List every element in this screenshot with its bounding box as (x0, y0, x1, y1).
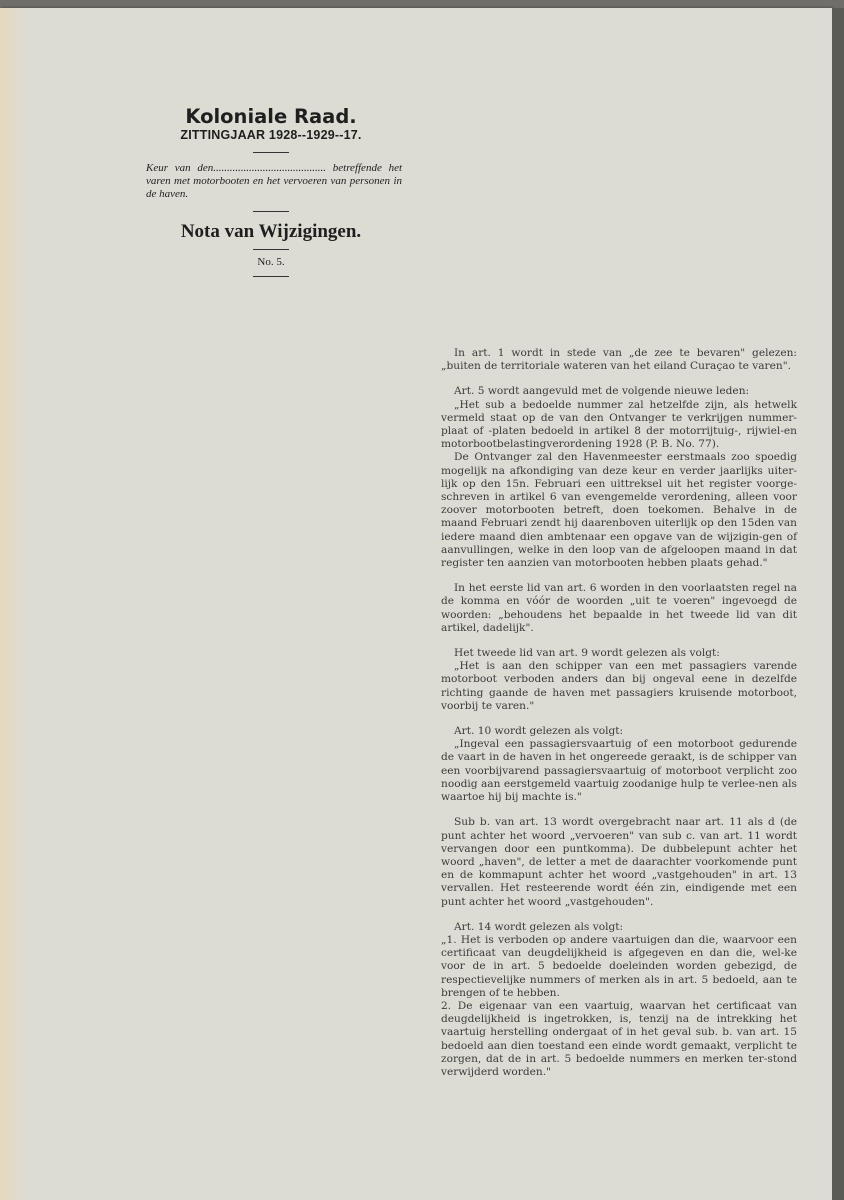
paragraph-art14-intro: Art. 14 wordt gelezen als volgt: (454, 920, 624, 933)
paragraph-art9-text: „Het is aan den schipper van een met passagiers varende motorboot verboden anders dan bij ongeval eene in dezelfde richting gaande de haven met passagiers kruisende motorboot, voorbij te varen." (441, 660, 797, 712)
paragraph-art5-text-2: De Ontvanger zal den Havenmeester eerstmaals zoo spoedig mogelijk na afkondiging van deze keur en verder jaarlijks uiter-lijk op den 15n. Februari een uittreksel uit het register voorge-schreven in artikel 6 van evengemelde verordening, alleen voor zoover motorbooten betreft, doen toekomen. Behalve in de maand Februari zendt hij daarenboven uiterlijk op den 15den van iedere maand dien ambtenaar een opgave van de wijzigin-gen of aanvullingen, welke in den loop van de afgeloopen maand in dat register ten aanzien van motorbooten hebben plaats gehad." (441, 451, 797, 570)
paragraph-art13: Sub b. van art. 13 wordt overgebracht naar art. 11 als d (de punt achter het woord „vervoeren" van sub c. van art. 11 wordt vervangen door een puntkomma). De dubbelepunt achter het woord „haven", de letter a met de daarachter voorkomende punt en de kommapunt achter het woord „vastgehouden" in art. 13 vervallen. Het resteerende wordt één zin, eindigende met een punt achter het woord „vastgehouden". (441, 816, 797, 908)
divider (253, 249, 289, 250)
paragraph-art5-text-1: „Het sub a bedoelde nummer zal hetzelfde zijn, als hetwelk vermeld staat op de van den Ontvanger te verkrijgen nummer-plaat of -platen bedoeld in artikel 8 der motorrijtuig-, rijwiel-en motorbootbelastingverordening 1928 (P. B. No. 77). (441, 398, 797, 451)
paragraph-art10-text: „Ingeval een passagiersvaartuig of een motorboot gedurende de vaart in de haven in het ongereede geraakt, is de schipper van een voorbijvarend passagiersvaartuig of motorboot verplicht zoo noodig aan eerstgemeld vaartuig zoodanige hulp te verlee-nen als waartoe hij bij machte is." (441, 738, 797, 804)
document-header (140, 106, 402, 277)
session-year: ZITTINGJAAR 1928--1929--17. (180, 128, 362, 142)
regulation-subject (146, 162, 402, 201)
document-body (441, 347, 797, 1079)
divider (253, 211, 289, 212)
document-page (0, 8, 832, 1200)
paragraph-art1: In art. 1 wordt in stede van „de zee te bevaren" gelezen: „buiten de territoriale wateren van het eiland Curaçao te varen". (441, 347, 797, 373)
regulation-lead: Keur van den......................................... (146, 162, 326, 174)
paragraph-art5-intro: Art. 5 wordt aangevuld met de volgende nieuwe leden: (454, 385, 750, 398)
paragraph-art10-intro: Art. 10 wordt gelezen als volgt: (454, 725, 624, 738)
council-title: Koloniale Raad. (185, 105, 357, 128)
divider (253, 276, 289, 277)
paragraph-art14-item-1: „1. Het is verboden op andere vaartuigen dan die, waarvoor een certificaat van deugdelijkheid is afgegeven en dan die, wel-ke voor de in art. 5 bedoelde doeleinden worden gebezigd, de respectievelijke nummers of merken als in art. 5 bedoeld, aan te brengen of te hebben. (441, 933, 797, 999)
scan-edge (832, 8, 844, 1200)
document-title: Nota van Wijzigingen. (180, 221, 362, 242)
paragraph-art6: In het eerste lid van art. 6 worden in den voorlaatsten regel na de komma en vóór de woorden „uit te voeren" ingevoegd de woorden: „behoudens het bepaalde in het tweede lid van dit artikel, dadelijk". (441, 582, 797, 634)
divider (253, 152, 289, 153)
paragraph-art9-intro: Het tweede lid van art. 9 wordt gelezen als volgt: (454, 647, 720, 660)
document-number: No. 5. (257, 256, 285, 268)
paragraph-art14-item-2: 2. De eigenaar van een vaartuig, waarvan het certificaat van deugdelijkheid is ingetrokken, is, tenzij na de intrekking het vaartuig herstelling ondergaat of in het geval sub. b. van art. 15 bedoeld aan dien toestand een einde wordt gemaakt, verplicht te zorgen, dat de in art. 5 bedoelde nummers en merken ter-stond verwijderd worden." (441, 999, 797, 1078)
regulation-description: betreffende het varen met motorbooten en het vervoeren van personen in de haven. (146, 162, 403, 200)
